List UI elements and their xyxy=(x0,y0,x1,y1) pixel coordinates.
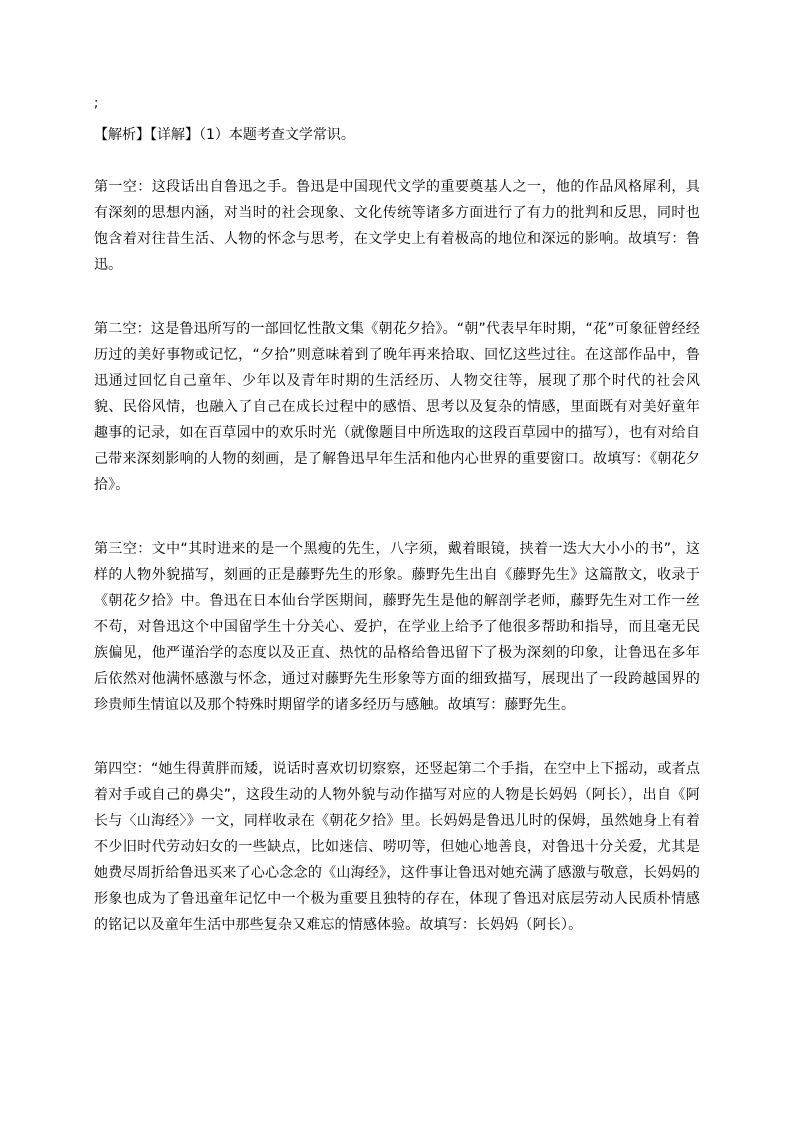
paragraph-blank-2: 第二空：这是鲁迅所写的一部回忆性散文集《朝花夕拾》。“朝”代表早年时期，“花”可象征曾经经历过的美好事物或记忆，“夕拾”则意味着到了晚年再来拾取、回忆这些过往。在这部作品中，鲁迅通过回忆自己童年、少年以及青年时期的生活经历、人物交往等，展现了那个时代的社会风貌、民俗风情，也融入了自己在成长过程中的感悟、思考以及复杂的情感，里面既有对美好童年趣事的记录，如在百草园中的欢乐时光（就像题目中所选取的这段百草园中的描写），也有对给自己带来深刻影响的人物的刻画，是了解鲁迅早年生活和他内心世界的重要窗口。故填写：《朝花夕拾》。 xyxy=(94,321,700,493)
paragraph-blank-4: 第四空：“她生得黄胖而矮，说话时喜欢切切察察，还竖起第二个手指，在空中上下摇动，或者点着对手或自己的鼻尖”，这段生动的人物外貌与动作描写对应的人物是长妈妈（阿长），出自《阿长与〈山海经〉》一文，同样收录在《朝花夕拾》里。长妈妈是鲁迅儿时的保姆，虽然她身上有着不少旧时代劳动妇女的一些缺点，比如迷信、唠叨等，但她心地善良，对鲁迅十分关爱，尤其是她费尽周折给鲁迅买来了心心念念的《山海经》，这件事让鲁迅对她充满了感激与敬意，长妈妈的形象也成为了鲁迅童年记忆中一个极为重要且独特的存在，体现了鲁迅对底层劳动人民质朴情感的铭记以及童年生活中那些复杂又难忘的情感体验。故填写：长妈妈（阿长）。 xyxy=(94,761,700,933)
paragraph-blank-3: 第三空：文中“其时进来的是一个黑瘦的先生，八字须，戴着眼镜，挟着一迭大大小小的书”，这样的人物外貌描写，刻画的正是藤野先生的形象。藤野先生出自《藤野先生》这篇散文，收录于《朝花夕拾》中。鲁迅在日本仙台学医期间，藤野先生是他的解剖学老师，藤野先生对工作一丝不苟，对鲁迅这个中国留学生十分关心、爱护，在学业上给予了他很多帮助和指导，而且毫无民族偏见，他严谨治学的态度以及正直、热忱的品格给鲁迅留下了极为深刻的印象，让鲁迅在多年后依然对他满怀感激与怀念，通过对藤野先生形象等方面的细致描写，展现出了一段跨越国界的珍贵师生情谊以及那个特殊时期留学的诸多经历与感触。故填写：藤野先生。 xyxy=(94,541,700,713)
paragraph-blank-1: 第一空：这段话出自鲁迅之手。鲁迅是中国现代文学的重要奠基人之一，他的作品风格犀利，具有深刻的思想内涵，对当时的社会现象、文化传统等诸多方面进行了有力的批判和反思，同时也饱含着对往昔生活、人物的怀念与思考，在文学史上有着极高的地位和深远的影响。故填写：鲁迅。 xyxy=(94,179,700,273)
analysis-header: 【解析】【详解】（1）本题考查文学常识。 xyxy=(94,127,355,143)
stray-semicolon: ; xyxy=(94,96,99,111)
document-page xyxy=(94,94,700,938)
